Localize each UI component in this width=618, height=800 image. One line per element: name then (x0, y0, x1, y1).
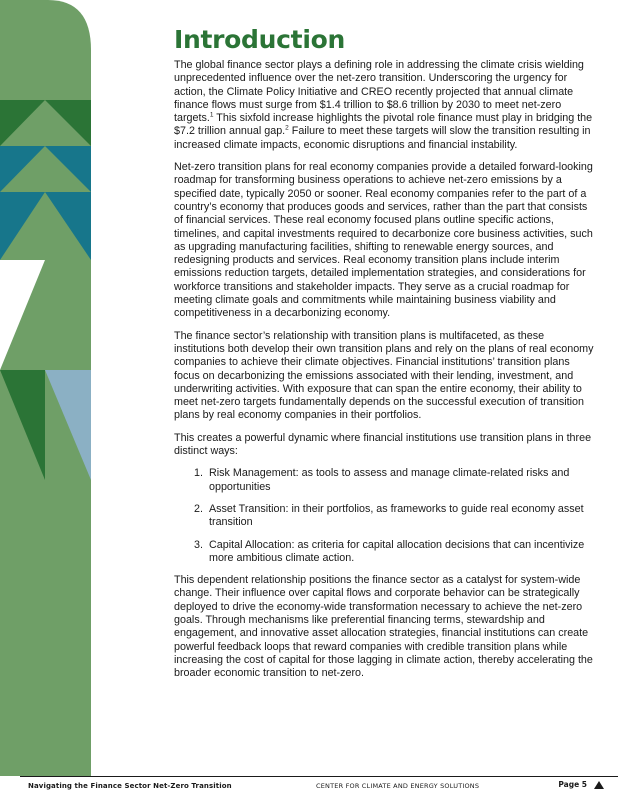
paragraph-text: Net-zero transition plans for real economy companies provide a detailed forward-looking roadmap for transforming business operations to achieve net-zero emissions by a specified date, typically 2050 or sooner. Real economy companies refer to the part of a country’s economy that produces goods and services, rather than the part that consists of financial services. These real economy focused plans outline specific actions, timelines, and capital investments required to decarbonize core business activities, such as upgrading manufacturing facilities, shifting to renewable energy sources, and redesigning products and services. Real economy transition plans include interim emissions reduction targets, detailed implementation strategies, and considerations for workforce transitions and stakeholder impacts. They serve as a crucial roadmap for meeting climate goals and commitments while maintaining business viability and competitiveness in a decarbonizing economy. (174, 161, 593, 320)
body-paragraph (174, 161, 594, 321)
main-content (174, 26, 594, 689)
triangle-up-icon[interactable] (594, 781, 604, 789)
footer-page-nav (558, 780, 604, 789)
footer-document-title: Navigating the Finance Sector Net-Zero Transition (28, 782, 232, 790)
footnote-ref[interactable]: 2 (285, 124, 289, 132)
closing-paragraph: This dependent relationship positions the finance sector as a catalyst for system-wide change. Their influence over capital flows and corporate behavior can be strategically deployed to drive the economy-wide transformation necessary to achieve the net-zero goals. Through mechanisms like preferential financing terms, stewardship and engagement, and innovative asset allocation strategies, financial institutions can create powerful feedback loops that reward companies with credible transition plans while increasing the cost of capital for those lagging in climate action, thereby accelerating the broader economic transition to net-zero. (174, 574, 593, 680)
paragraph-text: This sixfold increase highlights the pivotal role finance must play in bridging the $7.2 trillion annual gap. (174, 112, 593, 138)
list-item: 2. Asset Transition: in their portfolios, as frameworks to guide real economy asset transition (206, 503, 594, 530)
footer-divider (20, 776, 618, 777)
body-paragraph (174, 59, 594, 152)
paragraph-text: The global finance sector plays a defining role in addressing the climate crisis wielding unprecedented influence over the net-zero transition. Underscoring the urgency for action, the Climate Policy Initiative and CREO recently projected that annual climate finance flows must surge from $1.4 trillion to $8.6 trillion by 2030 to meet net-zero targets. (174, 59, 584, 125)
body-paragraph (174, 330, 594, 423)
list-item: 3. Capital Allocation: as criteria for capital allocation decisions that can incentivize more ambitious climate action. (206, 539, 594, 566)
page-number: Page 5 (558, 780, 587, 789)
paragraph-text: Failure to meet these targets will slow the transition resulting in increased climate impacts, economic disruptions and financial instability. (174, 125, 591, 151)
list-item: 1. Risk Management: as tools to assess and manage climate-related risks and opportunities (206, 467, 594, 494)
paragraph-text: This creates a powerful dynamic where financial institutions use transition plans in three distinct ways: (174, 431, 592, 458)
footnote-ref[interactable]: 1 (209, 111, 214, 119)
uses-list (174, 467, 594, 565)
footer-organization: CENTER FOR CLIMATE AND ENERGY SOLUTIONS (316, 782, 480, 790)
body-paragraph (174, 432, 594, 459)
page-title: Introduction (174, 25, 345, 54)
page-footer (28, 780, 604, 794)
body-paragraphs (174, 59, 594, 458)
decorative-side-band (0, 0, 91, 776)
paragraph-text: The finance sector’s relationship with transition plans is multifaceted, as these institutions both develop their own transition plans and rely on the plans of real economy companies to achieve their climate objectives. Financial institutions’ transition plans focus on decarbonizing the emissions associated with their lending, investment, and underwriting activities. With exposure that can span the entire economy, their ability to meet net-zero targets fundamentally depends on the successful execution of transition plans by real economy companies in their portfolios. (174, 329, 594, 422)
